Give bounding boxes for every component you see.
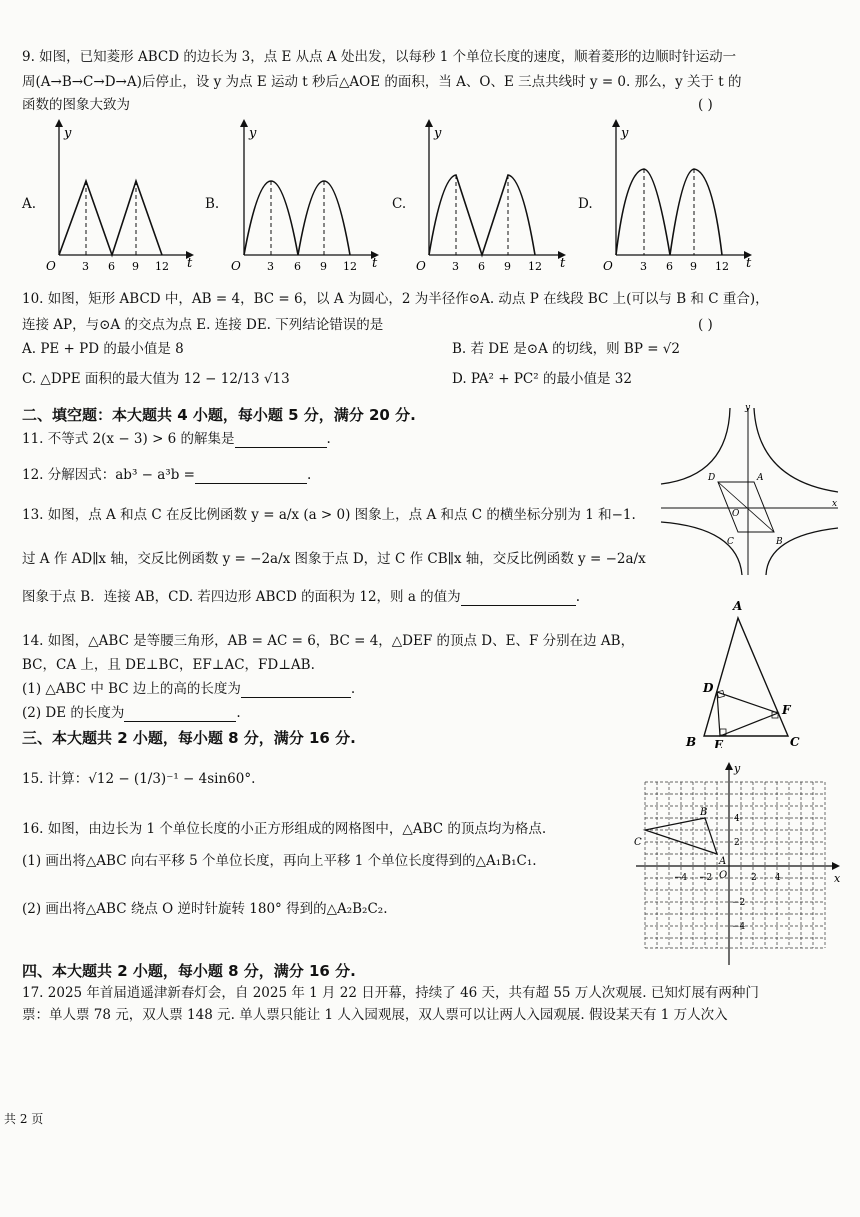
q13-line1: 13. 如图，点 A 和点 C 在反比例函数 y = a/x (a > 0) 图象上，点 A 和点 C 的横坐标分别为 1 和−1.: [22, 507, 636, 523]
q9-b-axis-x: t: [372, 256, 378, 271]
q13-point-c: C: [727, 537, 734, 547]
q9-c-origin: O: [416, 259, 426, 273]
q9-a-origin: O: [46, 259, 56, 273]
q16-point-c: C: [634, 837, 642, 848]
q9-graph-b: [205, 115, 395, 275]
q16-tick-x-neg4: −4: [674, 873, 688, 883]
q11-stem: 11. 不等式 2(x − 3) > 6 的解集是: [22, 431, 235, 447]
q14-figure: [680, 598, 810, 748]
q9-a-axis-x: t: [187, 256, 193, 271]
q9-c-tick-3: 3: [452, 260, 459, 273]
q14-line1: 14. 如图，△ABC 是等腰三角形，AB = AC = 6，BC = 4，△DEF 的顶点 D、E、F 分别在边 AB，: [22, 633, 635, 649]
q16-tick-x-4: 4: [775, 873, 781, 883]
q13-point-a: A: [757, 473, 764, 483]
q12-text: 12. 分解因式：ab³ − a³b = .: [22, 467, 312, 483]
q17-line2: 票：单人票 78 元，双人票 148 元. 单人票只能让 1 人入园观展，双人票可以让两人入园观展. 假设某天有 1 万人次入: [22, 1007, 728, 1023]
q9-line1: 9. 如图，已知菱形 ABCD 的边长为 3，点 E 从点 A 处出发，以每秒 1 个单位长度的速度，顺着菱形的边顺时针运动一: [22, 49, 737, 65]
q9-c-axis-y: y: [434, 126, 442, 141]
q14-sub1-wrap: (1) △ABC 中 BC 边上的高的长度为 .: [22, 681, 356, 697]
q9-option-d: [578, 115, 768, 275]
q13-line3-wrap: 图象于点 B．连接 AB，CD. 若四边形 ABCD 的面积为 12，则 a 的值为 .: [22, 589, 580, 605]
page-footer: 共 2 页: [4, 1112, 44, 1126]
q13-axis-y: y: [745, 403, 751, 413]
section-2-heading: 二、填空题：本大题共 4 小题，每小题 5 分，满分 20 分.: [22, 406, 416, 424]
q9-a-axis-y: y: [64, 126, 72, 141]
q13-line3: 图象于点 B．连接 AB，CD. 若四边形 ABCD 的面积为 12，则 a 的值为: [22, 589, 461, 605]
q9-line2: 周(A→B→C→D→A)后停止，设 y 为点 E 运动 t 秒后△AOE 的面积，当 A、O、E 三点共线时 y = 0. 那么，y 关于 t 的: [22, 74, 742, 90]
q16-tick-x-neg2: −2: [699, 873, 713, 883]
q9-b-axis-y: y: [249, 126, 257, 141]
q14-point-a: A: [733, 599, 743, 613]
q16-tick-y-2: 2: [734, 838, 740, 848]
q14-point-b: B: [686, 735, 697, 748]
q9-graph-c: [392, 115, 582, 275]
q14-sub1: (1) △ABC 中 BC 边上的高的长度为: [22, 681, 241, 697]
q10-option-b: B. 若 DE 是⊙A 的切线，则 BP = √2: [452, 341, 680, 357]
q15-text: 15. 计算：√12 − (1/3)⁻¹ − 4sin60°.: [22, 771, 256, 787]
q16-tick-y-neg2: −2: [732, 898, 746, 908]
q13-line2: 过 A 作 AD∥x 轴，交反比例函数 y = −2a/x 图象于点 D，过 C 作 CB∥x 轴，交反比例函数 y = −2a/x: [22, 551, 646, 567]
q9-a-tick-3: 3: [82, 260, 89, 273]
q10-option-a: A. PE + PD 的最小值是 8: [22, 341, 184, 357]
q10-option-d: D. PA² + PC² 的最小值是 32: [452, 371, 632, 387]
q9-a-tick-6: 6: [108, 260, 115, 273]
q13-axis-x: x: [832, 499, 838, 509]
q14-sub2: (2) DE 的长度为: [22, 705, 125, 721]
q14-point-d: D: [703, 681, 714, 695]
q9-d-tick-3: 3: [640, 260, 647, 273]
q9-option-b: [205, 115, 395, 275]
section-3-heading: 三、本大题共 2 小题，每小题 8 分，满分 16 分.: [22, 729, 356, 747]
q16-point-b: B: [700, 807, 708, 818]
q9-d-tick-9: 9: [690, 260, 697, 273]
q9-c-axis-x: t: [560, 256, 566, 271]
q9-c-tick-12: 12: [528, 260, 542, 273]
q17-line1: 17. 2025 年首届逍遥津新春灯会，自 2025 年 1 月 22 日开幕，持续了 46 天，共有超 55 万人次观展. 已知灯展有两种门: [22, 985, 759, 1001]
q9-b-tick-12: 12: [343, 260, 357, 273]
q9-c-tick-9: 9: [504, 260, 511, 273]
q9-b-tick-9: 9: [320, 260, 327, 273]
q9-line3: 函数的图象大致为: [22, 97, 130, 113]
q13-point-b: B: [776, 537, 783, 547]
q14-point-f: F: [782, 703, 791, 717]
q14-point-e: E: [714, 738, 724, 748]
q13-point-d: D: [708, 473, 716, 483]
q11-text: 11. 不等式 2(x − 3) > 6 的解集是 .: [22, 431, 331, 447]
q9-c-tick-6: 6: [478, 260, 485, 273]
q16-tick-y-4: 4: [734, 814, 740, 824]
q16-tick-x-2: 2: [751, 873, 757, 883]
q9-graph-a: [22, 115, 212, 275]
q9-a-tick-9: 9: [132, 260, 139, 273]
q9-d-axis-x: t: [746, 256, 752, 271]
q9-option-c: [392, 115, 582, 275]
q9-b-tick-6: 6: [294, 260, 301, 273]
q9-d-tick-6: 6: [666, 260, 673, 273]
q9-b-origin: O: [231, 259, 241, 273]
q10-line2: 连接 AP，与⊙A 的交点为点 E. 连接 DE. 下列结论错误的是: [22, 317, 384, 333]
q16-axis-y: y: [734, 762, 741, 775]
q16-sub2: (2) 画出将△ABC 绕点 O 逆时针旋转 180° 得到的△A₂B₂C₂.: [22, 901, 388, 917]
q9-a-tick-12: 12: [155, 260, 169, 273]
q9-option-b-label: B.: [205, 196, 220, 212]
q16-grid-figure: [630, 760, 846, 972]
q9-d-tick-12: 12: [715, 260, 729, 273]
q13-origin: O: [732, 509, 740, 519]
q9-d-origin: O: [603, 259, 613, 273]
q16-sub1: (1) 画出将△ABC 向右平移 5 个单位长度，再向上平移 1 个单位长度得到的△A₁B₁C₁.: [22, 853, 537, 869]
q9-b-tick-3: 3: [267, 260, 274, 273]
q14-point-c: C: [790, 735, 800, 748]
q16-origin: O: [719, 870, 728, 881]
q16-point-a: A: [719, 856, 727, 867]
q14-sub2-wrap: (2) DE 的长度为 .: [22, 705, 241, 721]
q13-figure: [656, 400, 846, 580]
section-4-heading: 四、本大题共 2 小题，每小题 8 分，满分 16 分.: [22, 962, 356, 980]
q12-stem: 12. 分解因式：ab³ − a³b =: [22, 467, 195, 483]
q9-option-c-label: C.: [392, 196, 407, 212]
q16-line1: 16. 如图，由边长为 1 个单位长度的小正方形组成的网格图中，△ABC 的顶点均为格点.: [22, 821, 547, 837]
q9-option-a: [22, 115, 212, 275]
q9-option-d-label: D.: [578, 196, 593, 212]
q16-axis-x: x: [834, 872, 841, 885]
q10-option-c: C. △DPE 面积的最大值为 12 − 12/13 √13: [22, 371, 290, 387]
q9-answer-paren: ( ): [698, 97, 713, 113]
q9-d-axis-y: y: [621, 126, 629, 141]
q9-graph-d: [578, 115, 768, 275]
q16-tick-y-neg4: −4: [732, 922, 746, 932]
q10-line1: 10. 如图，矩形 ABCD 中，AB = 4，BC = 6，以 A 为圆心，2 为半径作⊙A. 动点 P 在线段 BC 上(可以与 B 和 C 重合)，: [22, 291, 769, 307]
q10-answer-paren: ( ): [698, 317, 713, 333]
q14-line2: BC，CA 上，且 DE⊥BC，EF⊥AC，FD⊥AB.: [22, 657, 315, 673]
q9-option-a-label: A.: [22, 196, 37, 212]
